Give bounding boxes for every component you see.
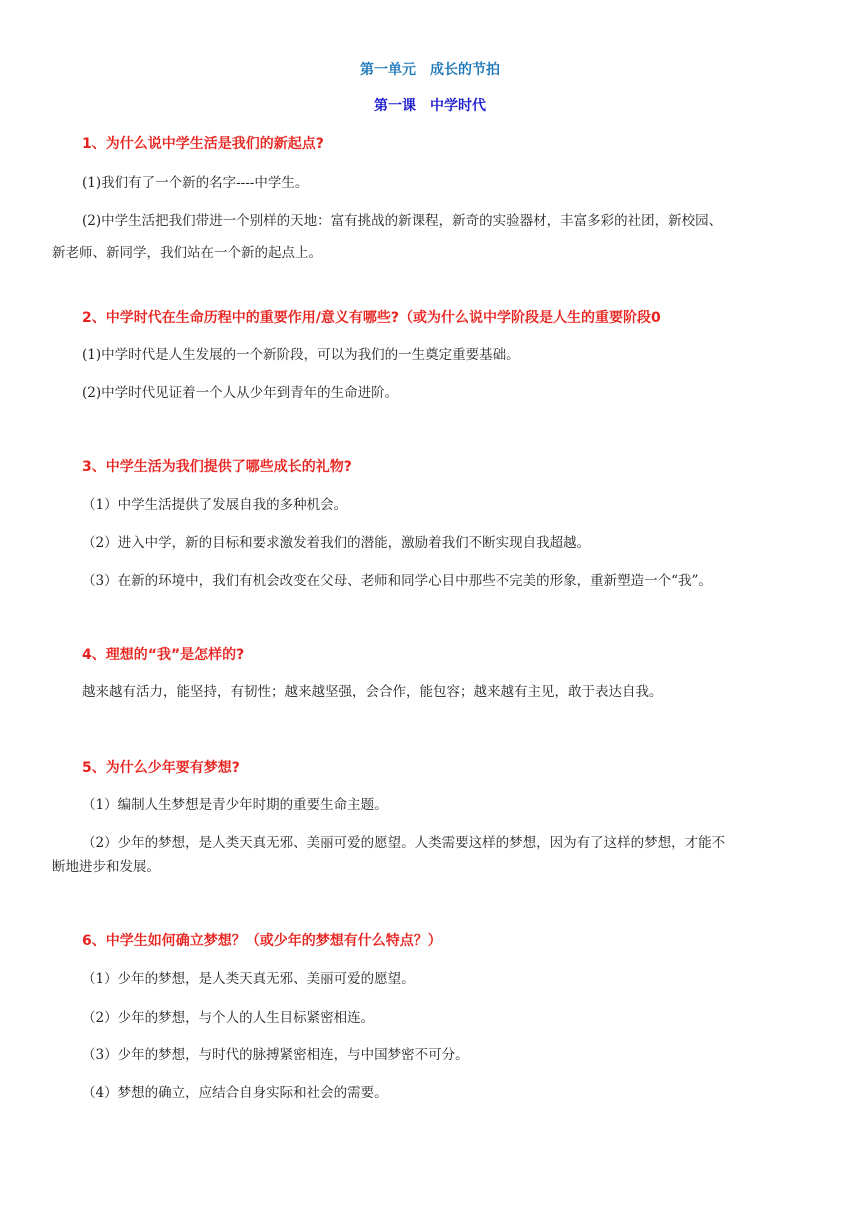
- question-6: 6、中学生如何确立梦想？（或少年的梦想有什么特点？）: [82, 933, 442, 949]
- question-4: 4、理想的“我”是怎样的?: [82, 647, 245, 663]
- answer-2-1: (1)中学时代是人生发展的一个新阶段，可以为我们的一生奠定重要基础。: [82, 347, 520, 363]
- answer-6-1: （1）少年的梦想，是人类天真无邪、美丽可爱的愿望。: [82, 971, 415, 987]
- question-1: 1、为什么说中学生活是我们的新起点?: [82, 136, 324, 152]
- lesson-title: 第一课 中学时代: [374, 98, 486, 114]
- question-5: 5、为什么少年要有梦想?: [82, 760, 240, 776]
- unit-title: 第一单元 成长的节拍: [360, 62, 500, 78]
- answer-1-2: (2)中学生活把我们带进一个别样的天地：富有挑战的新课程，新奇的实验器材，丰富多彩的社团，新校园、: [82, 213, 723, 229]
- answer-3-3: （3）在新的环境中，我们有机会改变在父母、老师和同学心目中那些不完美的形象，重新塑造一个“我”。: [82, 573, 712, 589]
- answer-5-2-cont: 断地进步和发展。: [52, 859, 160, 875]
- answer-2-2: (2)中学时代见证着一个人从少年到青年的生命进阶。: [82, 385, 399, 401]
- answer-6-2: （2）少年的梦想，与个人的人生目标紧密相连。: [82, 1010, 375, 1026]
- answer-5-2: （2）少年的梦想，是人类天真无邪、美丽可爱的愿望。人类需要这样的梦想，因为有了这样的梦想，才能不: [82, 835, 726, 851]
- answer-6-4: （4）梦想的确立，应结合自身实际和社会的需要。: [82, 1085, 388, 1101]
- answer-1-2-cont: 新老师、新同学，我们站在一个新的起点上。: [52, 245, 322, 261]
- answer-4-1: 越来越有活力，能坚持，有韧性；越来越坚强，会合作，能包容；越来越有主见，敢于表达自我。: [82, 684, 663, 700]
- answer-3-1: （1）中学生活提供了发展自我的多种机会。: [82, 497, 348, 513]
- answer-5-1: （1）编制人生梦想是青少年时期的重要生命主题。: [82, 797, 388, 813]
- answer-6-3: （3）少年的梦想，与时代的脉搏紧密相连，与中国梦密不可分。: [82, 1047, 469, 1063]
- question-2: 2、中学时代在生命历程中的重要作用/意义有哪些?（或为什么说中学阶段是人生的重要阶段0: [82, 310, 661, 326]
- answer-3-2: （2）进入中学，新的目标和要求激发着我们的潜能，激励着我们不断实现自我超越。: [82, 535, 591, 551]
- answer-1-1: (1)我们有了一个新的名字----中学生。: [82, 175, 309, 191]
- question-3: 3、中学生活为我们提供了哪些成长的礼物?: [82, 459, 352, 475]
